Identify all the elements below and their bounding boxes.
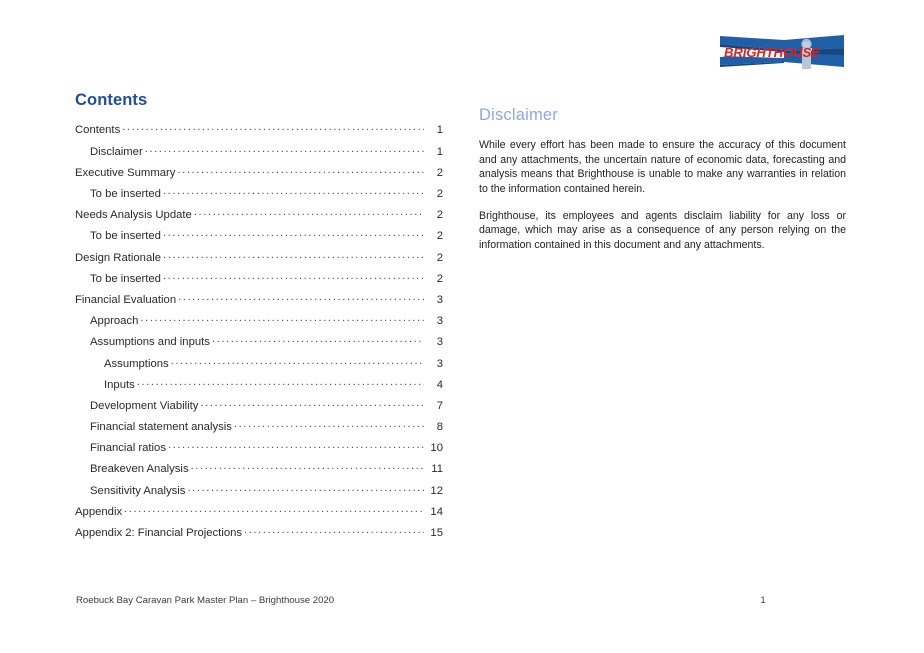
toc-entry-page-number: 3 (436, 336, 443, 349)
toc-entry-label: Appendix (75, 505, 123, 518)
toc-entry-label: Approach (90, 315, 139, 328)
toc-entry-page-number: 1 (436, 124, 443, 137)
toc-entry-label: To be inserted (90, 188, 161, 200)
toc-entry[interactable] (75, 504, 443, 525)
footer-text: Roebuck Bay Caravan Park Master Plan – Brighthouse 2020 (76, 595, 335, 606)
brighthouse-wordmark: BRIGHTHOUSE (724, 45, 820, 60)
toc-entry[interactable] (75, 228, 443, 249)
toc-entry-page-number: 7 (436, 399, 443, 412)
contents-heading: Contents (75, 91, 148, 109)
toc-entry-page-number: 2 (436, 188, 443, 200)
toc-entry-page-number: 15 (430, 527, 443, 539)
toc-entry[interactable] (75, 355, 443, 376)
toc-entry-label: Financial ratios (90, 442, 166, 455)
toc-entry-label: To be inserted (90, 272, 161, 285)
toc-dot-leader (212, 334, 424, 345)
toc-dot-leader (168, 440, 424, 451)
toc-entry[interactable] (75, 249, 443, 270)
disclaimer-paragraph: Brighthouse, its employees and agents disclaim liability for any loss or damage, which may arise as a consequence of any person relying on the information contained in this document and any attachments. (479, 209, 846, 251)
toc-entry-page-number: 2 (436, 251, 443, 264)
toc-dot-leader (163, 228, 424, 239)
toc-entry[interactable] (75, 419, 443, 440)
toc-entry-label: To be inserted (90, 230, 161, 243)
footer-page-number: 1 (760, 595, 766, 606)
toc-entry-page-number: 8 (436, 421, 443, 434)
toc-entry-page-number: 3 (436, 315, 443, 328)
toc-dot-leader (163, 270, 424, 281)
toc-dot-leader (171, 355, 424, 366)
toc-entry-label: Design Rationale (75, 251, 162, 264)
toc-list (75, 122, 443, 546)
brighthouse-logo (718, 31, 846, 71)
toc-entry-page-number: 10 (430, 442, 443, 455)
toc-entry-page-number: 3 (436, 357, 443, 370)
toc-entry-label: Disclaimer (90, 145, 143, 158)
toc-entry[interactable] (75, 292, 443, 313)
toc-entry[interactable] (75, 461, 443, 482)
brighthouse-logo-mark (718, 31, 846, 71)
toc-dot-leader (194, 207, 424, 218)
toc-dot-leader (178, 292, 424, 303)
toc-entry-page-number: 2 (436, 166, 443, 179)
toc-entry[interactable] (75, 122, 443, 143)
toc-entry-page-number: 2 (436, 209, 443, 222)
toc-dot-leader (140, 313, 424, 324)
toc-dot-leader (234, 419, 424, 430)
toc-entry-label: Assumptions and inputs (90, 336, 210, 349)
toc-entry[interactable] (75, 376, 443, 397)
toc-entry-page-number: 2 (436, 230, 443, 243)
toc-entry-label: Financial statement analysis (90, 421, 232, 434)
toc-dot-leader (187, 482, 424, 493)
toc-entry-label: Contents (75, 124, 121, 137)
toc-entry-page-number: 2 (436, 272, 443, 285)
toc-entry[interactable] (75, 525, 443, 546)
toc-entry[interactable] (75, 440, 443, 461)
toc-entry[interactable] (75, 143, 443, 164)
toc-dot-leader (163, 249, 424, 260)
toc-entry-label: Executive Summary (75, 166, 176, 179)
toc-entry-page-number: 4 (436, 378, 443, 391)
toc-dot-leader (200, 398, 424, 409)
toc-entry-label: Needs Analysis Update (75, 209, 192, 222)
toc-dot-leader (163, 186, 424, 197)
toc-entry[interactable] (75, 482, 443, 503)
toc-entry-page-number: 12 (430, 484, 443, 497)
toc-entry[interactable] (75, 186, 443, 207)
toc-dot-leader (177, 165, 424, 176)
toc-dot-leader (122, 122, 424, 133)
toc-dot-leader (191, 461, 424, 472)
toc-entry-page-number: 11 (431, 463, 443, 476)
toc-entry-page-number: 14 (430, 505, 443, 518)
disclaimer-paragraph: While every effort has been made to ensure the accuracy of this document and any attachments, the uncertain nature of economic data, forecasting and analysis means that Brighthouse is unable to make any warranties in relation to the information contained herein. (479, 139, 846, 195)
disclaimer-section (479, 106, 846, 252)
toc-entry[interactable] (75, 334, 443, 355)
toc-entry-label: Appendix 2: Financial Projections (75, 527, 243, 539)
toc-entry-label: Inputs (104, 378, 135, 391)
disclaimer-heading: Disclaimer (479, 106, 559, 124)
toc-entry-label: Financial Evaluation (75, 293, 177, 306)
toc-dot-leader (124, 504, 424, 515)
toc-entry-label: Breakeven Analysis (90, 463, 189, 476)
toc-dot-leader (145, 143, 424, 154)
toc-entry[interactable] (75, 165, 443, 186)
toc-dot-leader (244, 525, 424, 536)
toc-entry[interactable] (75, 207, 443, 228)
toc-entry-label: Sensitivity Analysis (90, 484, 186, 497)
toc-entry-page-number: 1 (436, 145, 443, 158)
table-of-contents (75, 91, 443, 546)
toc-entry[interactable] (75, 270, 443, 291)
toc-entry-label: Assumptions (104, 357, 169, 370)
toc-dot-leader (137, 376, 424, 387)
toc-entry[interactable] (75, 313, 443, 334)
toc-entry[interactable] (75, 398, 443, 419)
toc-entry-label: Development Viability (90, 399, 199, 412)
toc-entry-page-number: 3 (436, 293, 443, 306)
